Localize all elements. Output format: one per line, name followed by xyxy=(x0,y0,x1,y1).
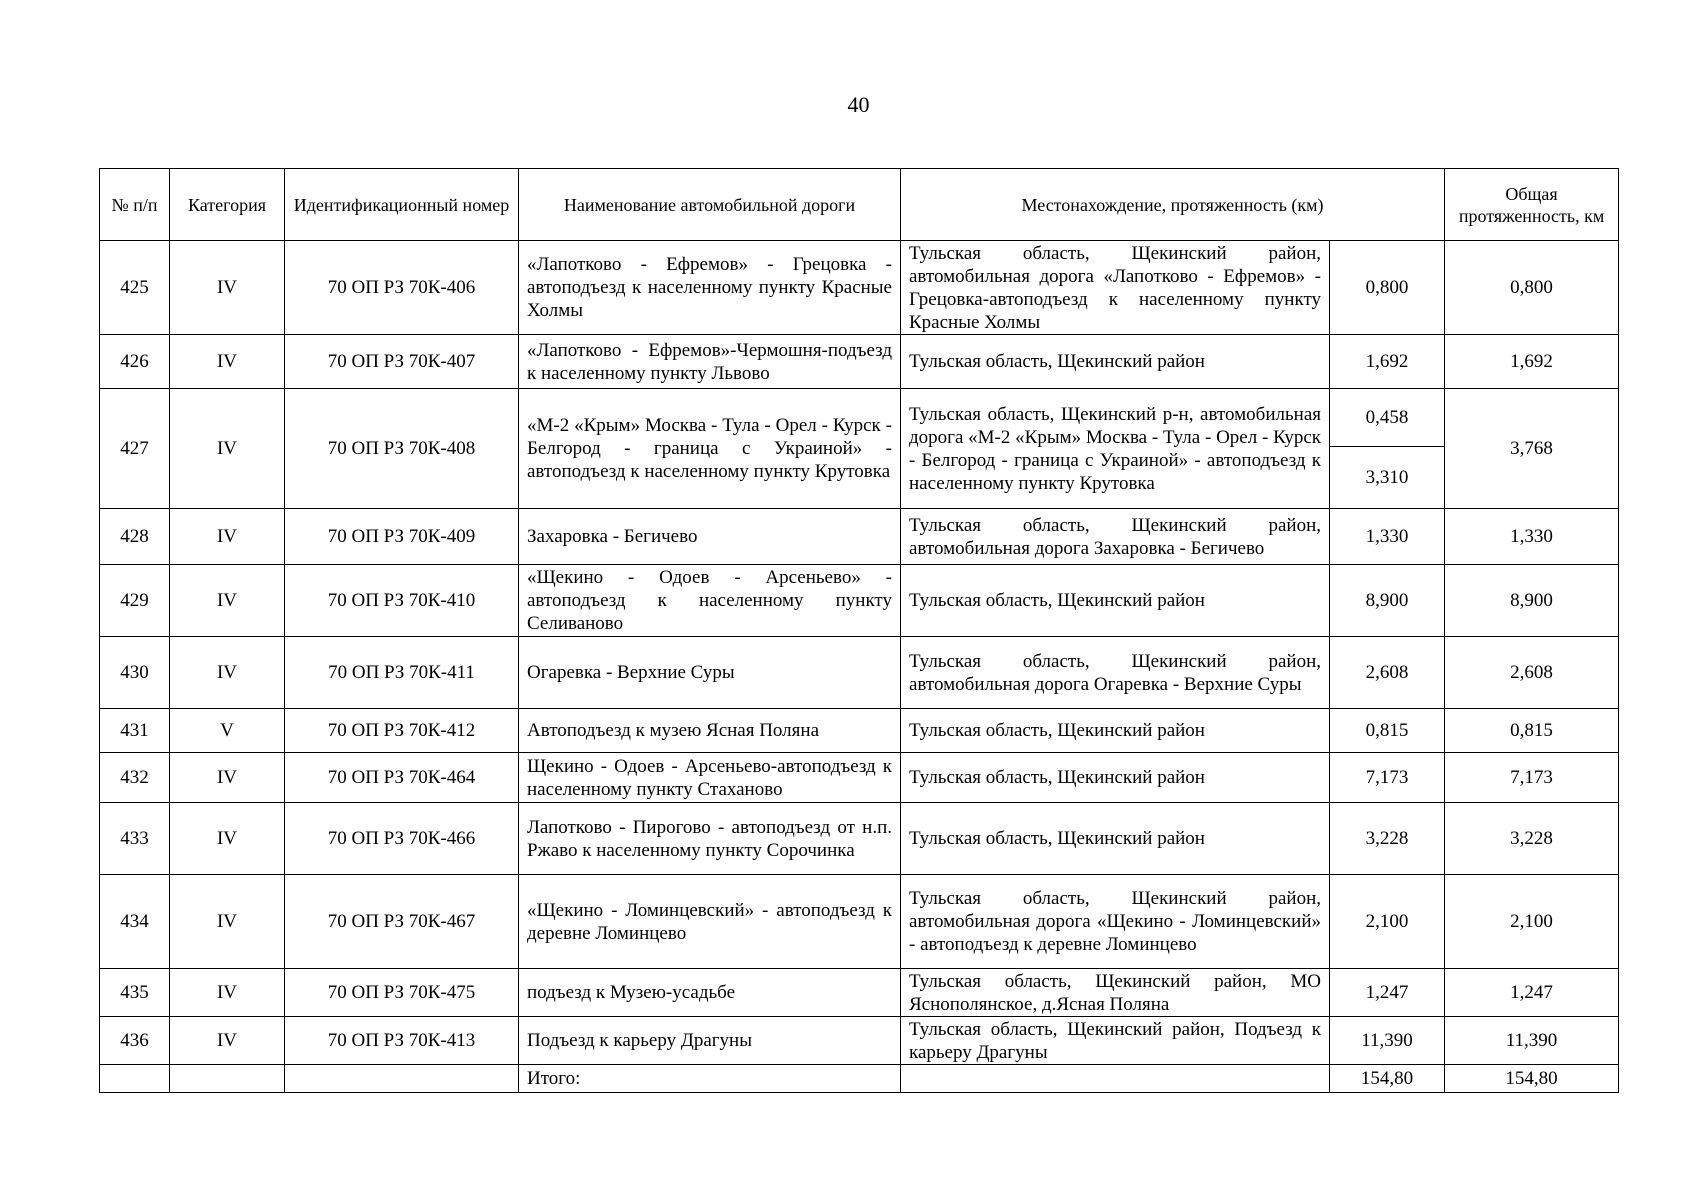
header-location: Местонахождение, протяженность (км) xyxy=(901,169,1445,241)
cell-name: подъезд к Музею-усадьбе xyxy=(519,969,901,1017)
cell-location: Тульская область, Щекинский район, автомобильная дорога «Лапотково - Ефремов» - Грецовка-автоподъезд к населенному пункту Красные Холмы xyxy=(901,241,1330,335)
cell-location: Тульская область, Щекинский район xyxy=(901,803,1330,875)
cell-total: 0,800 xyxy=(1445,241,1619,335)
cell-id: 70 ОП РЗ 70К-466 xyxy=(285,803,519,875)
cell-length: 1,247 xyxy=(1330,969,1445,1017)
cell-num: 431 xyxy=(100,709,170,753)
table-header-row xyxy=(100,169,1619,241)
cell-id: 70 ОП РЗ 70К-475 xyxy=(285,969,519,1017)
cell-category: IV xyxy=(170,509,285,565)
cell-empty xyxy=(100,1065,170,1093)
cell-num: 430 xyxy=(100,637,170,709)
table-row xyxy=(100,875,1619,969)
table-row xyxy=(100,241,1619,335)
cell-name: Лапотково - Пирогово - автоподъезд от н.п. Ржаво к населенному пункту Сорочинка xyxy=(519,803,901,875)
cell-num: 432 xyxy=(100,753,170,803)
cell-num: 435 xyxy=(100,969,170,1017)
cell-num: 429 xyxy=(100,565,170,637)
cell-category: IV xyxy=(170,969,285,1017)
cell-total: 1,247 xyxy=(1445,969,1619,1017)
table-row xyxy=(100,1017,1619,1065)
table-row xyxy=(100,637,1619,709)
cell-num: 425 xyxy=(100,241,170,335)
cell-num: 427 xyxy=(100,389,170,509)
cell-empty xyxy=(901,1065,1330,1093)
header-total: Общая протяженность, км xyxy=(1445,169,1619,241)
table-row xyxy=(100,565,1619,637)
cell-location: Тульская область, Щекинский район, МО Яснополянское, д.Ясная Поляна xyxy=(901,969,1330,1017)
cell-name: Захаровка - Бегичево xyxy=(519,509,901,565)
grand-total: 154,80 xyxy=(1445,1065,1619,1093)
cell-category: IV xyxy=(170,875,285,969)
cell-empty xyxy=(285,1065,519,1093)
cell-length: 11,390 xyxy=(1330,1017,1445,1065)
cell-length-2: 3,310 xyxy=(1330,447,1445,509)
cell-id: 70 ОП РЗ 70К-411 xyxy=(285,637,519,709)
cell-id: 70 ОП РЗ 70К-413 xyxy=(285,1017,519,1065)
cell-id: 70 ОП РЗ 70К-412 xyxy=(285,709,519,753)
cell-num: 433 xyxy=(100,803,170,875)
table-row xyxy=(100,509,1619,565)
total-label: Итого: xyxy=(519,1065,901,1093)
table-row xyxy=(100,753,1619,803)
cell-id: 70 ОП РЗ 70К-410 xyxy=(285,565,519,637)
header-id: Идентификационный номер xyxy=(285,169,519,241)
cell-length: 0,800 xyxy=(1330,241,1445,335)
cell-num: 434 xyxy=(100,875,170,969)
cell-length: 8,900 xyxy=(1330,565,1445,637)
cell-num: 436 xyxy=(100,1017,170,1065)
cell-location: Тульская область, Щекинский район, автомобильная дорога Захаровка - Бегичево xyxy=(901,509,1330,565)
cell-name: «Лапотково - Ефремов» - Грецовка - автоподъезд к населенному пункту Красные Холмы xyxy=(519,241,901,335)
cell-name: Огаревка - Верхние Суры xyxy=(519,637,901,709)
cell-name: «Лапотково - Ефремов»-Чермошня-подъезд к населенному пункту Львово xyxy=(519,335,901,389)
cell-length: 7,173 xyxy=(1330,753,1445,803)
table-row xyxy=(100,389,1619,447)
cell-category: V xyxy=(170,709,285,753)
cell-name: «Щекино - Одоев - Арсеньево» - автоподъезд к населенному пункту Селиваново xyxy=(519,565,901,637)
cell-length: 1,330 xyxy=(1330,509,1445,565)
cell-total: 2,100 xyxy=(1445,875,1619,969)
cell-empty xyxy=(170,1065,285,1093)
cell-length: 0,815 xyxy=(1330,709,1445,753)
cell-category: IV xyxy=(170,753,285,803)
header-num: № п/п xyxy=(100,169,170,241)
cell-location: Тульская область, Щекинский район xyxy=(901,335,1330,389)
cell-total: 0,815 xyxy=(1445,709,1619,753)
cell-location: Тульская область, Щекинский район, автомобильная дорога Огаревка - Верхние Суры xyxy=(901,637,1330,709)
cell-total: 3,228 xyxy=(1445,803,1619,875)
cell-length: 2,608 xyxy=(1330,637,1445,709)
cell-length: 0,458 xyxy=(1330,389,1445,447)
cell-total: 1,692 xyxy=(1445,335,1619,389)
cell-name: «М-2 «Крым» Москва - Тула - Орел - Курск - Белгород - граница с Украиной» - автоподъезд к населенному пункту Крутовка xyxy=(519,389,901,509)
cell-name: Щекино - Одоев - Арсеньево-автоподъезд к населенному пункту Стаханово xyxy=(519,753,901,803)
cell-id: 70 ОП РЗ 70К-467 xyxy=(285,875,519,969)
cell-category: IV xyxy=(170,389,285,509)
cell-total: 2,608 xyxy=(1445,637,1619,709)
header-name: Наименование автомобильной дороги xyxy=(519,169,901,241)
cell-id: 70 ОП РЗ 70К-464 xyxy=(285,753,519,803)
cell-category: IV xyxy=(170,241,285,335)
header-category: Категория xyxy=(170,169,285,241)
cell-id: 70 ОП РЗ 70К-408 xyxy=(285,389,519,509)
cell-location: Тульская область, Щекинский район xyxy=(901,565,1330,637)
cell-location: Тульская область, Щекинский район xyxy=(901,753,1330,803)
table-row xyxy=(100,335,1619,389)
table-footer-row xyxy=(100,1065,1619,1093)
cell-num: 428 xyxy=(100,509,170,565)
cell-id: 70 ОП РЗ 70К-409 xyxy=(285,509,519,565)
cell-id: 70 ОП РЗ 70К-407 xyxy=(285,335,519,389)
cell-name: Подъезд к карьеру Драгуны xyxy=(519,1017,901,1065)
cell-category: IV xyxy=(170,335,285,389)
cell-id: 70 ОП РЗ 70К-406 xyxy=(285,241,519,335)
cell-name: «Щекино - Ломинцевский» - автоподъезд к деревне Ломинцево xyxy=(519,875,901,969)
cell-name: Автоподъезд к музею Ясная Поляна xyxy=(519,709,901,753)
total-length: 154,80 xyxy=(1330,1065,1445,1093)
cell-total: 3,768 xyxy=(1445,389,1619,509)
cell-location: Тульская область, Щекинский район, автомобильная дорога «Щекино - Ломинцевский» - автоподъезд к деревне Ломинцево xyxy=(901,875,1330,969)
cell-location: Тульская область, Щекинский район xyxy=(901,709,1330,753)
cell-length: 3,228 xyxy=(1330,803,1445,875)
table-row xyxy=(100,969,1619,1017)
cell-length: 1,692 xyxy=(1330,335,1445,389)
cell-total: 1,330 xyxy=(1445,509,1619,565)
cell-total: 8,900 xyxy=(1445,565,1619,637)
table-row xyxy=(100,709,1619,753)
cell-total: 11,390 xyxy=(1445,1017,1619,1065)
cell-total: 7,173 xyxy=(1445,753,1619,803)
cell-num: 426 xyxy=(100,335,170,389)
cell-length: 2,100 xyxy=(1330,875,1445,969)
cell-category: IV xyxy=(170,803,285,875)
cell-location: Тульская область, Щекинский район, Подъезд к карьеру Драгуны xyxy=(901,1017,1330,1065)
cell-category: IV xyxy=(170,565,285,637)
cell-category: IV xyxy=(170,1017,285,1065)
page-number: 40 xyxy=(847,92,870,117)
roads-table xyxy=(99,168,1619,1093)
cell-location: Тульская область, Щекинский р-н, автомобильная дорога «М-2 «Крым» Москва - Тула - Орел - Курск - Белгород - граница с Украиной» - автоподъезд к населенному пункту Крутовка xyxy=(901,389,1330,509)
cell-category: IV xyxy=(170,637,285,709)
table-row xyxy=(100,803,1619,875)
